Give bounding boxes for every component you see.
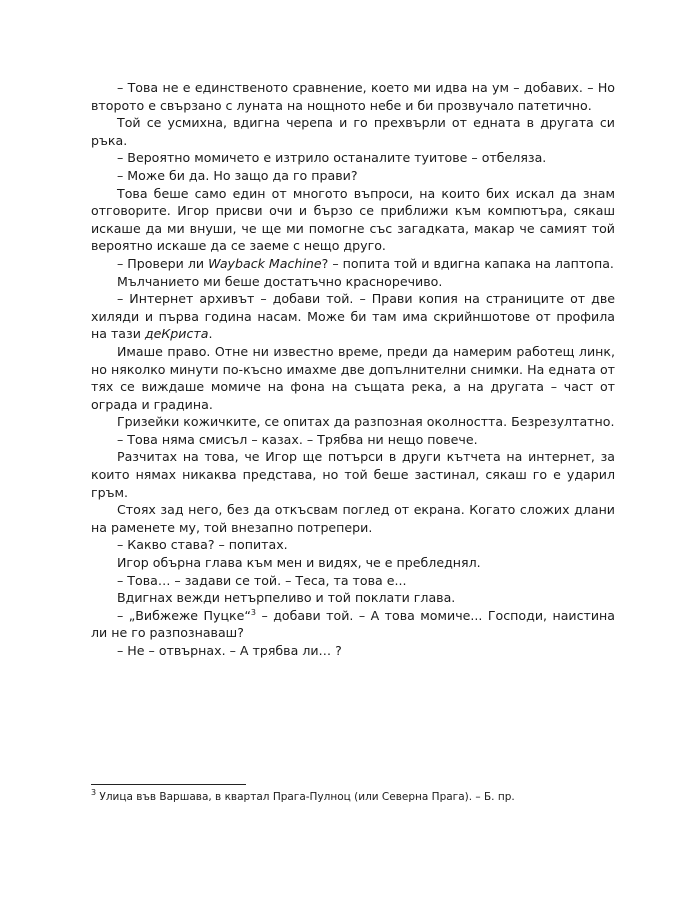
paragraph: Разчитах на това, че Игор ще потърси в други кътчета на интернет, за които нямах никаква представа, но той беше застинал, сякаш го е ударил гръм.	[91, 449, 615, 500]
paragraph: – Това… – задави се той. – Теса, та това е...	[117, 572, 407, 588]
paragraph	[91, 255, 615, 273]
paragraph: Игор обърна глава към мен и видях, че е пребледнял.	[117, 555, 481, 571]
body-text	[91, 79, 615, 660]
footnote-text: Улица във Варшава, в квартал Прага-Пулноц (или Северна Прага). – Б. пр.	[96, 791, 515, 803]
paragraph-text: – Интернет архивът – добави той. – Прави копия на страниците от две хиляди и първа година насам. Може би там има скрийншотове от профила на тази	[91, 291, 615, 342]
paragraph: Имаше право. Отне ни известно време, преди да намерим работещ линк, но няколко минути по-късно имахме две допълнителни снимки. На едната от тях се виждаше момиче на фона на същата река, а на другата – част от ограда и градина.	[91, 343, 615, 412]
paragraph: Стоях зад него, без да откъсвам поглед от екрана. Когато сложих длани на раменете му, той внезапно потрепери.	[91, 502, 615, 535]
paragraph: Мълчанието ми беше достатъчно красноречиво.	[117, 273, 443, 289]
paragraph: – Какво става? – попитах.	[117, 537, 288, 553]
paragraph-text: .	[208, 326, 213, 342]
paragraph: – Вероятно момичето е изтрило останалите туитове – отбеляза.	[117, 150, 547, 166]
emphasis-text: Wayback Machine	[208, 255, 322, 271]
paragraph-text: ? – попита той и вдигна капака на лаптопа.	[321, 255, 614, 271]
paragraph: – Може би да. Но защо да го прави?	[117, 167, 358, 183]
paragraph-text: – „Вибжеже Пуцке“	[117, 607, 251, 623]
paragraph	[91, 290, 615, 343]
paragraph: Това беше само един от многото въпроси, на които бих искал да знам отговорите. Игор присви очи и бързо се приближи към компютъра, сякаш искаше да ми внуши, че ще ми помогне със загадката, макар че самият той вероятно искаше да се заеме с нещо друго.	[91, 185, 615, 254]
paragraph: – Не – отвърнах. – А трябва ли… ?	[117, 643, 342, 658]
paragraph-text: – Провери ли	[117, 255, 209, 271]
footnote-divider	[91, 784, 246, 785]
paragraph: – Това няма смисъл – казах. – Трябва ни нещо повече.	[117, 431, 478, 447]
paragraph: Гризейки кожичките, се опитах да разпозная околността. Безрезултатно.	[117, 414, 615, 430]
paragraph: – Това не е единственото сравнение, което ми идва на ум – добавих. – Но второто е свързано с луната на нощното небе и би прозвучало патетично.	[91, 80, 615, 113]
paragraph: Той се усмихна, вдигна черепа и го прехвърли от едната в другата си ръка.	[91, 115, 615, 148]
footnote	[91, 790, 615, 804]
paragraph-text: – добави той. – А това момиче... Господи, наистина ли не го разпознаваш?	[91, 607, 615, 641]
footnote-marker: 3	[91, 788, 97, 797]
paragraph: Вдигнах вежди нетърпеливо и той поклати глава.	[117, 590, 456, 606]
emphasis-text: деКриста	[144, 326, 209, 342]
paragraph	[91, 607, 615, 642]
footnote-reference[interactable]: 3	[250, 607, 256, 617]
